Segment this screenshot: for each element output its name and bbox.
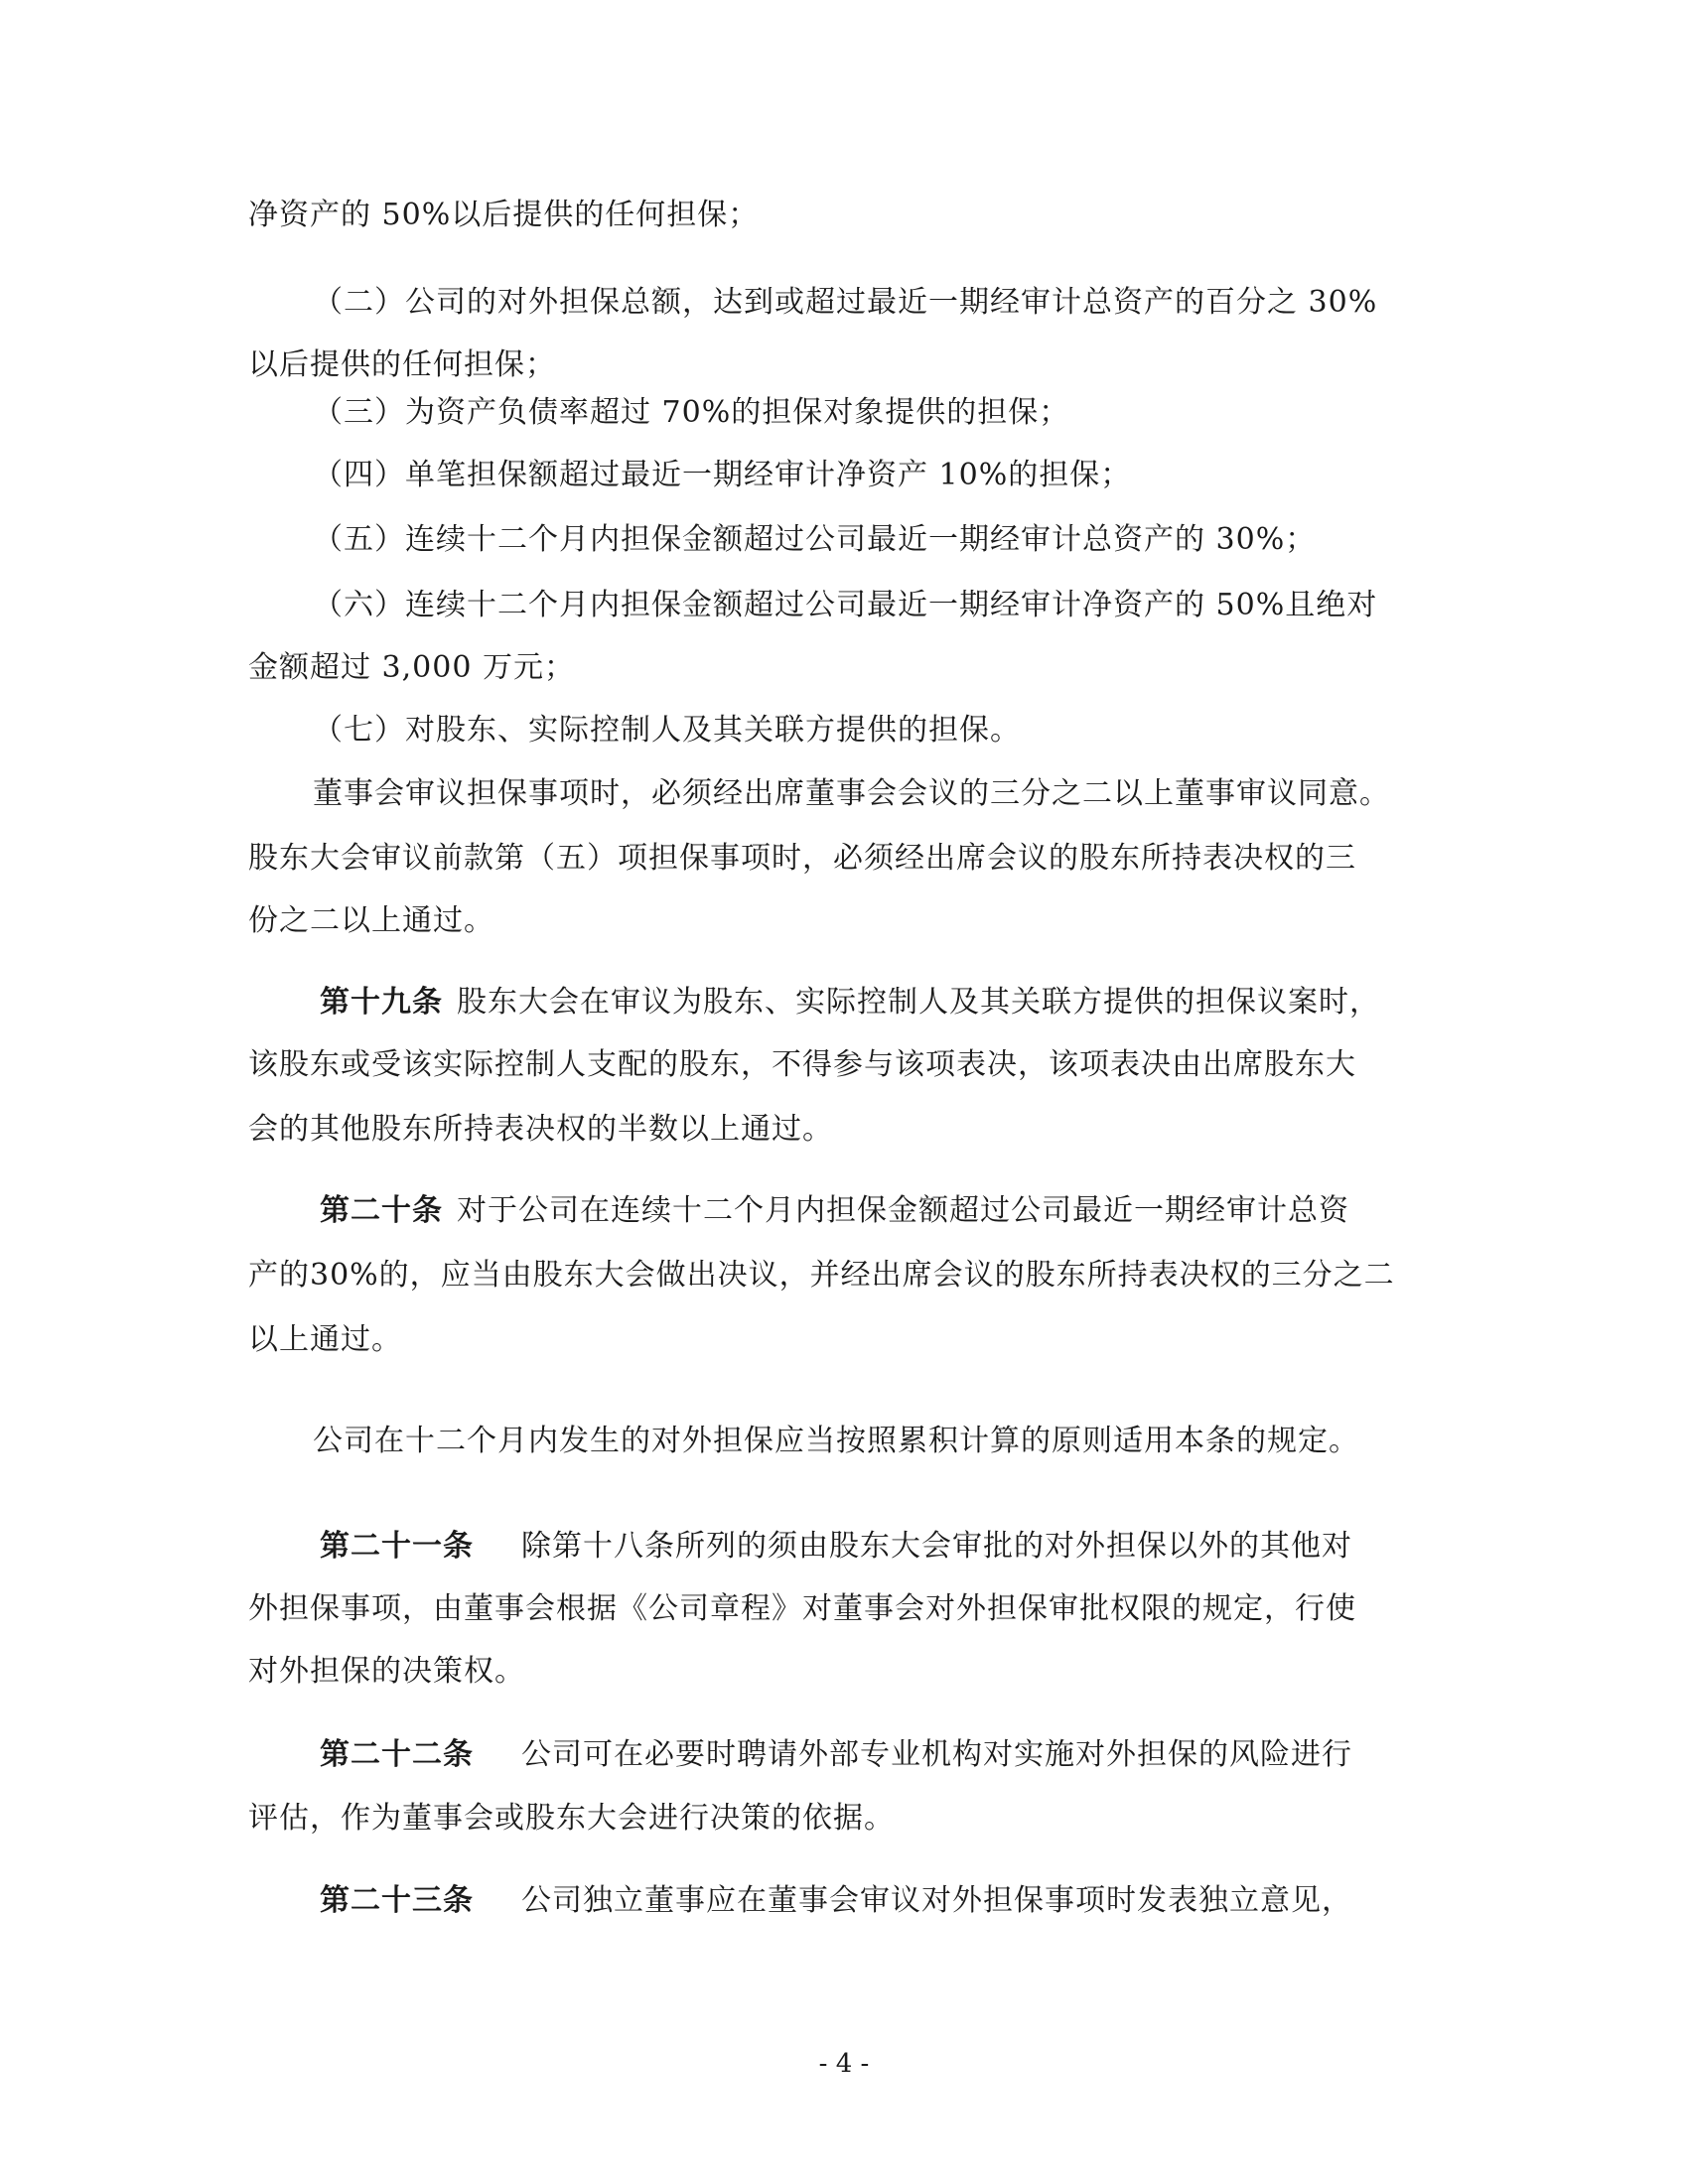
- article-21: [320, 1527, 1352, 1567]
- list-item-5: （五）连续十二个月内担保金额超过公司最近一期经审计总资产的 30%；: [313, 522, 1317, 557]
- paragraph-cumulative-rule: 公司在十二个月内发生的对外担保应当按照累积计算的原则适用本条的规定。: [313, 1424, 1359, 1458]
- article-text: 对于公司在连续十二个月内担保金额超过公司最近一期经审计总资: [457, 1193, 1349, 1228]
- list-item-6: （六）连续十二个月内担保金额超过公司最近一期经审计净资产的 50%且绝对: [313, 588, 1378, 622]
- article-text: 股东大会在审议为股东、实际控制人及其关联方提供的担保议案时，: [457, 985, 1380, 1020]
- article-21-cont: 外担保事项，由董事会根据《公司章程》对董事会对外担保审批权限的规定，行使: [248, 1591, 1356, 1626]
- article-text: 除第十八条所列的须由股东大会审批的对外担保以外的其他对: [521, 1529, 1352, 1564]
- article-title: 第二十一条: [320, 1529, 474, 1564]
- list-item-2: （二）公司的对外担保总额，达到或超过最近一期经审计总资产的百分之 30%: [313, 285, 1378, 320]
- paragraph-board-review-cont: 份之二以上通过。: [248, 903, 494, 938]
- list-item-4: （四）单笔担保额超过最近一期经审计净资产 10%的担保；: [313, 458, 1132, 492]
- article-text: 公司独立董事应在董事会审议对外担保事项时发表独立意见，: [521, 1883, 1352, 1918]
- list-item-2-cont: 以后提供的任何担保；: [248, 347, 556, 382]
- paragraph-board-review-cont: 股东大会审议前款第（五）项担保事项时，必须经出席会议的股东所持表决权的三: [248, 841, 1356, 876]
- list-item-3: （三）为资产负债率超过 70%的担保对象提供的担保；: [313, 395, 1070, 430]
- article-23: [320, 1881, 1352, 1921]
- list-item-6-cont: 金额超过 3,000 万元；: [248, 650, 575, 685]
- article-text: 公司可在必要时聘请外部专业机构对实施对外担保的风险进行: [521, 1737, 1352, 1772]
- paragraph-board-review: 董事会审议担保事项时，必须经出席董事会会议的三分之二以上董事审议同意。: [313, 776, 1390, 811]
- article-19-cont: 该股东或受该实际控制人支配的股东，不得参与该项表决，该项表决由出席股东大: [248, 1047, 1356, 1082]
- page-number: - 4 -: [818, 2049, 870, 2079]
- article-20-cont: 以上通过。: [248, 1322, 402, 1357]
- article-19: [320, 983, 1380, 1023]
- article-22: [320, 1735, 1352, 1775]
- article-19-cont: 会的其他股东所持表决权的半数以上通过。: [248, 1112, 833, 1147]
- article-20-cont: 产的30%的，应当由股东大会做出决议，并经出席会议的股东所持表决权的三分之二: [248, 1258, 1395, 1293]
- article-title: 第二十条: [320, 1193, 443, 1228]
- article-title: 第二十二条: [320, 1737, 474, 1772]
- article-20: [320, 1191, 1349, 1231]
- article-title: 第二十三条: [320, 1883, 474, 1918]
- article-22-cont: 评估，作为董事会或股东大会进行决策的依据。: [248, 1801, 895, 1836]
- article-title: 第十九条: [320, 985, 443, 1020]
- article-21-cont: 对外担保的决策权。: [248, 1654, 525, 1689]
- list-item-7: （七）对股东、实际控制人及其关联方提供的担保。: [313, 713, 1021, 748]
- text-line: 净资产的 50%以后提供的任何担保；: [248, 198, 760, 232]
